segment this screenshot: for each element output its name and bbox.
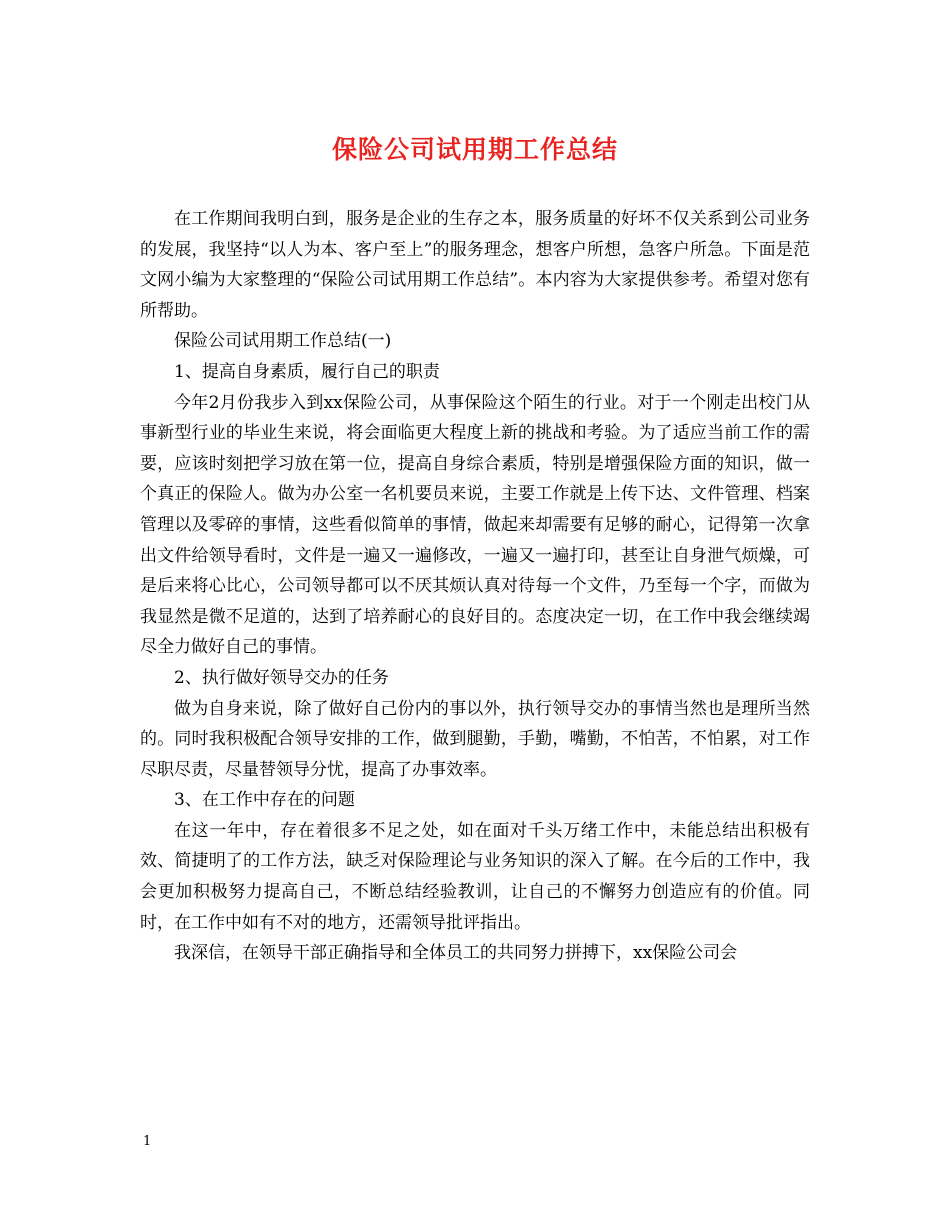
paragraph-improve-quality: 今年2月份我步入到xx保险公司，从事保险这个陌生的行业。对于一个刚走出校门从事新型行业的毕业生来说，将会面临更大程度上新的挑战和考验。为了适应当前工作的需要，应该时刻把学习放在第一位，提高自身综合素质，特别是增强保险方面的知识，做一个真正的保险人。做为办公室一名机要员来说，主要工作就是上传下达、文件管理、档案管理以及零碎的事情，这些看似简单的事情，做起来却需要有足够的耐心，记得第一次拿出文件给领导看时，文件是一遍又一遍修改，一遍又一遍打印，甚至让自身泄气烦燥，可是后来将心比心，公司领导都可以不厌其烦认真对待每一个文件，乃至每一个字，而做为我显然是微不足道的，达到了培养耐心的良好目的。态度决定一切，在工作中我会继续竭尽全力做好自己的事情。: [140, 392, 810, 658]
page-number: 1: [143, 1134, 152, 1149]
subheading-leader-tasks: 2、执行做好领导交办的任务: [174, 667, 389, 688]
paragraph-conclusion: 我深信，在领导干部正确指导和全体员工的共同努力拼搏下，xx保险公司会: [174, 943, 738, 964]
paragraph-intro: 在工作期间我明白到，服务是企业的生存之本，服务质量的好坏不仅关系到公司业务的发展，我坚持“以人为本、客户至上”的服务理念，想客户所想，急客户所急。下面是范文网小编为大家整理的“保险公司试用期工作总结”。本内容为大家提供参考。希望对您有所帮助。: [140, 209, 810, 321]
document-body: [140, 204, 810, 969]
paragraph-leader-tasks: 做为自身来说，除了做好自己份内的事以外，执行领导交办的事情当然也是理所当然的。同时我积极配合领导安排的工作，做到腿勤，手勤，嘴勤，不怕苦，不怕累，对工作尽职尽责，尽量替领导分忧，提高了办事效率。: [140, 698, 810, 780]
paragraph-problems: 在这一年中，存在着很多不足之处，如在面对千头万绪工作中，未能总结出积极有效、简捷明了的工作方法，缺乏对保险理论与业务知识的深入了解。在今后的工作中，我会更加积极努力提高自己，不断总结经验教训，让自己的不懈努力创造应有的价值。同时，在工作中如有不对的地方，还需领导批评指出。: [140, 820, 810, 933]
section-heading-part-one: 保险公司试用期工作总结(一): [174, 331, 392, 352]
subheading-problems: 3、在工作中存在的问题: [174, 790, 355, 811]
document-title: 保险公司试用期工作总结: [331, 135, 618, 164]
subheading-improve-quality: 1、提高自身素质，履行自己的职责: [174, 361, 440, 382]
